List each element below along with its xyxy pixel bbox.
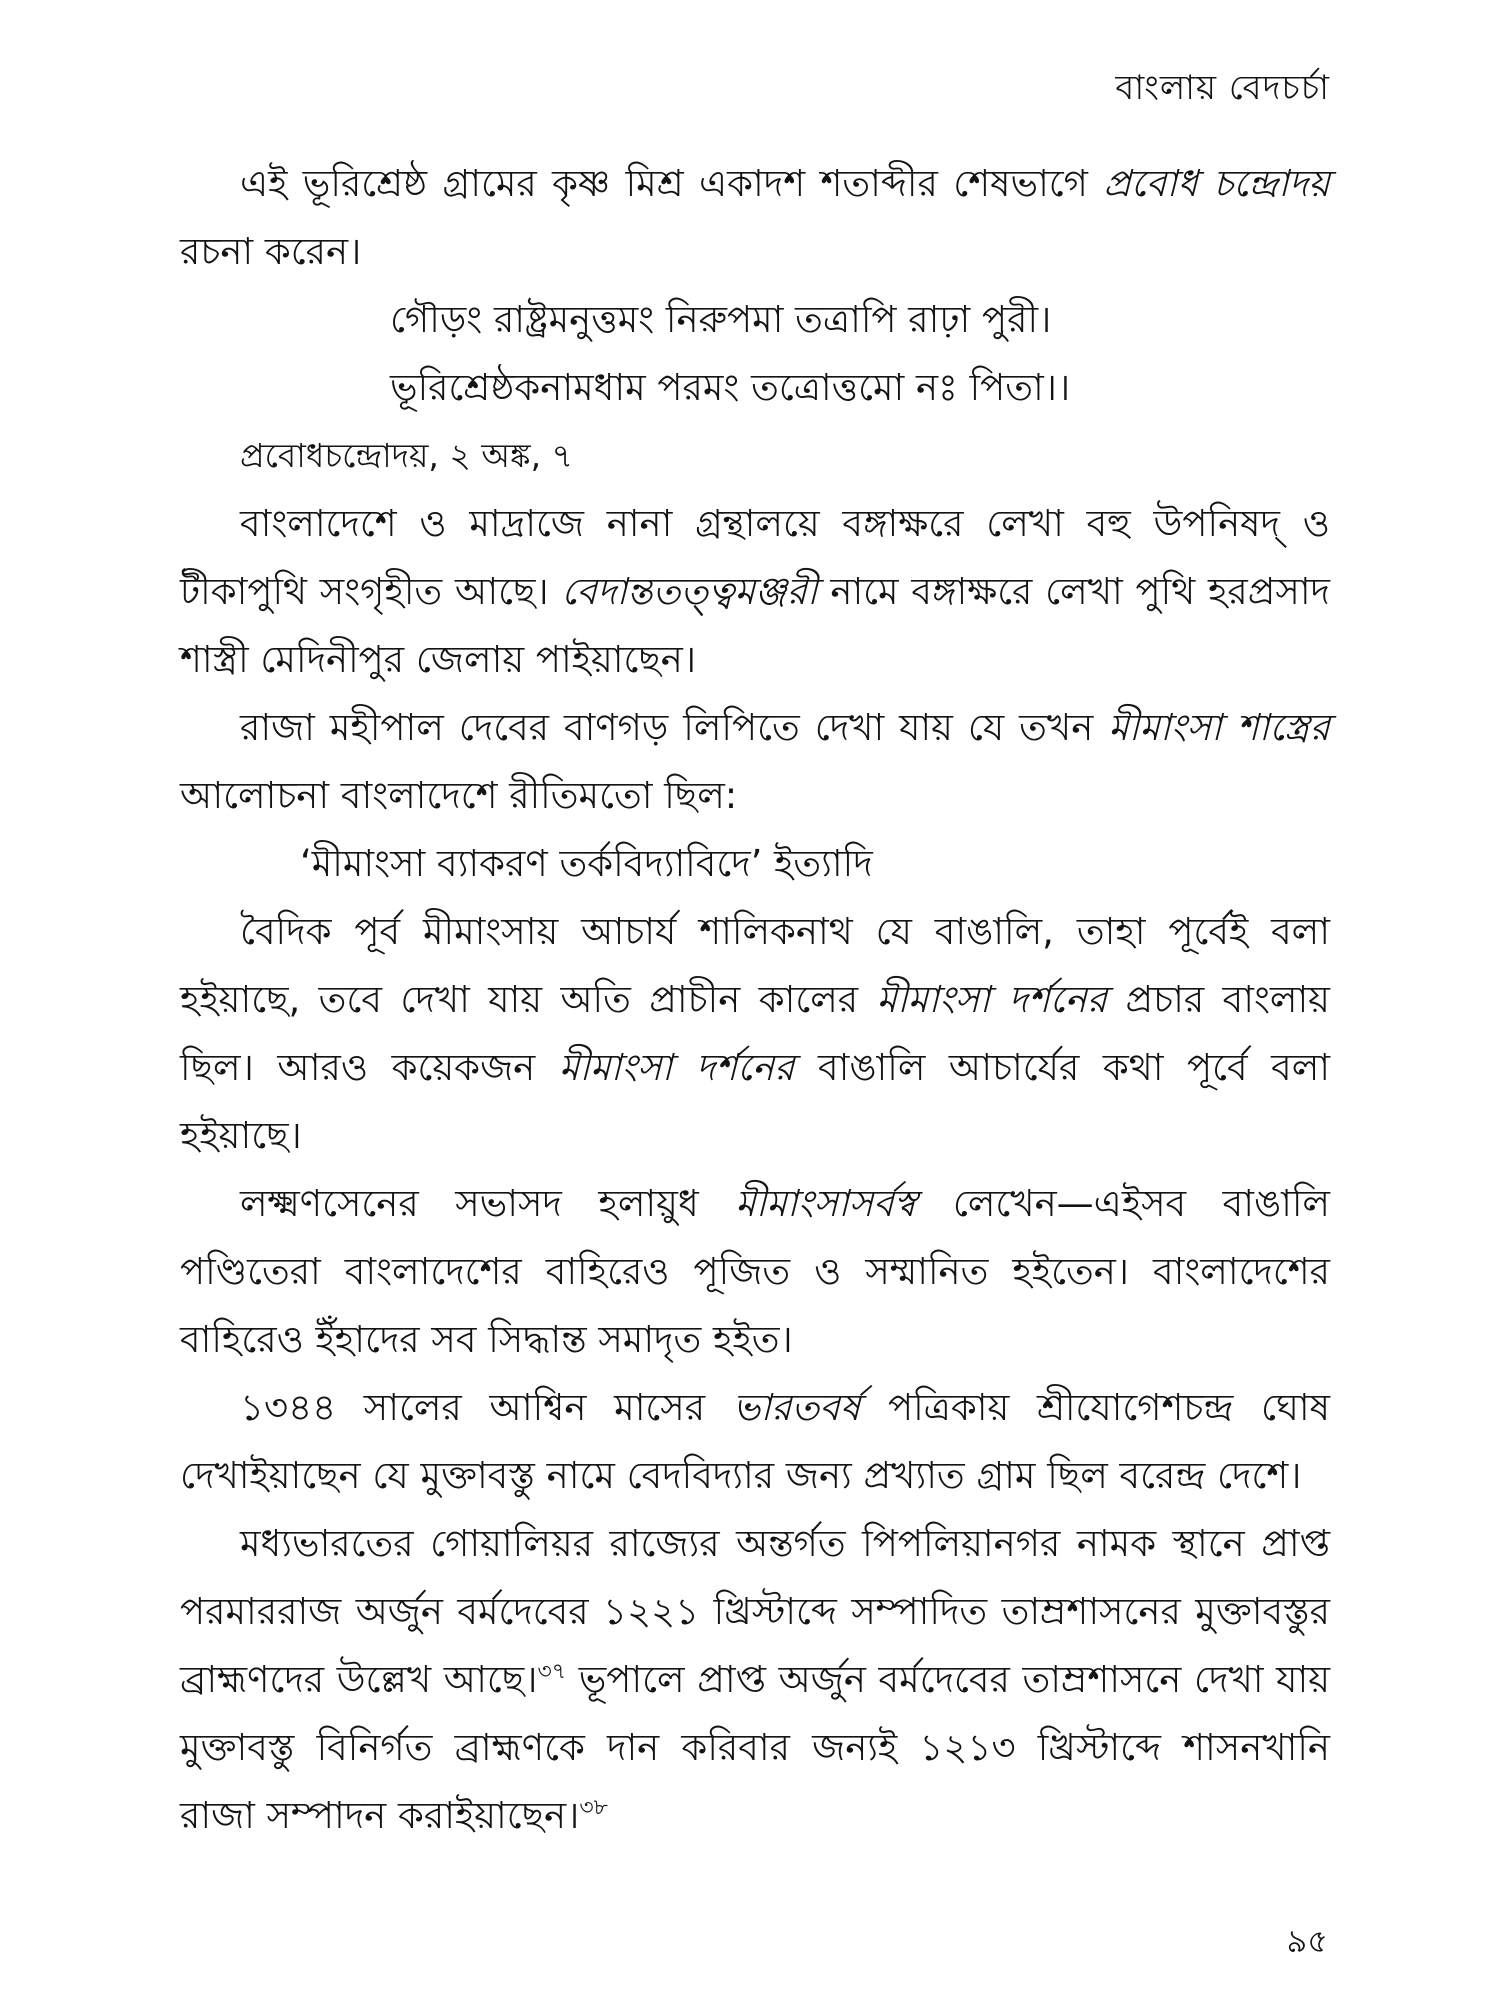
running-head: বাংলায় বেদচর্চা [1115,68,1330,108]
paragraph-4 [180,898,1330,1170]
paragraph-4-text-c: বাঙালি আচার্যের কথা পূর্বে বলা হইয়াছে। [180,1046,1330,1157]
paragraph-1-text-b: রচনা করেন। [180,230,362,273]
footnote-ref-38: ৩৮ [579,1795,608,1821]
paragraph-4-text-a: বৈদিক পূর্ব মীমাংসায় আচার্য শালিকনাথ যে বাঙালি, তাহা পূর্বেই বলা হইয়াছে, তবে দেখা যায় অতি প্রাচীন কালের [180,910,1330,1021]
paragraph-1 [180,150,1330,286]
paragraph-3-title: মীমাংসা শাস্ত্রের [1108,706,1330,749]
paragraph-1-text-a: এই ভূরিশ্রেষ্ঠ গ্রামের কৃষ্ণ মিশ্র একাদশ শতাব্দীর শেষভাগে [240,162,1104,205]
paragraph-6-text-a: ১৩৪৪ সালের আশ্বিন মাসের [240,1386,733,1429]
paragraph-2-text-b: নামে বঙ্গাক্ষরে লেখা পুথি হরপ্রসাদ শাস্ত্রী মেদিনীপুর জেলায় পাইয়াছেন। [180,570,1330,681]
paragraph-4-text-b: প্রচার বাংলায় ছিল। আরও কয়েকজন [180,978,1330,1089]
page-number: ৯৫ [1286,1922,1328,1960]
paragraph-3-text-a: রাজা মহীপাল দেবের বাণগড় লিপিতে দেখা যায় যে তখন [240,706,1109,749]
paragraph-6-title: ভারতবর্ষ [732,1386,861,1429]
verse-source: প্রবোধচন্দ্রোদয়, ২ অঙ্ক, ৭ [240,436,574,475]
footnote-ref-37: ৩৭ [537,1659,567,1685]
paragraph-6-text-b: পত্রিকায় শ্রীযোগেশচন্দ্র ঘোষ দেখাইয়াছেন যে মুক্তাবস্তু নামে বেদবিদ্যার জন্য প্রখ্যাত গ্রাম ছিল বরেন্দ্র দেশে। [180,1386,1330,1497]
paragraph-2 [180,490,1330,694]
verse-line-1: গৌড়ং রাষ্ট্রমনুত্তমং নিরুপমা তত্রাপি রাঢ়া পুরী। [390,298,1052,341]
paragraph-3 [180,694,1330,830]
paragraph-5-title: মীমাংসাসর্বস্ব [735,1182,917,1225]
body-text [180,150,1330,1850]
paragraph-7 [180,1510,1330,1850]
paragraph-2-text-a: বাংলাদেশে ও মাদ্রাজে নানা গ্রন্থালয়ে বঙ্গাক্ষরে লেখা বহু উপনিষদ্ ও টীকাপুথি সংগৃহীত আছে। [180,502,1330,613]
inscription-quote: ‘মীমাংসা ব্যাকরণ তর্কবিদ্যাবিদে’ ইত্যাদি [300,842,873,885]
paragraph-5-text-b: লেখেন—এইসব বাঙালি পণ্ডিতেরা বাংলাদেশের বাহিরেও পূজিত ও সম্মানিত হইতেন। বাংলাদেশের বাহিরেও ইঁহাদের সব সিদ্ধান্ত সমাদৃত হইত। [180,1182,1330,1361]
paragraph-3-text-b: আলোচনা বাংলাদেশে রীতিমতো ছিল: [180,774,738,817]
verse-line-2: ভূরিশ্রেষ্ঠকনামধাম পরমং তত্রোত্তমো নঃ পিতা।। [390,366,1071,409]
paragraph-7-text-b: ভূপালে প্রাপ্ত অর্জুন বর্মদেবের তাম্রশাসনে দেখা যায় মুক্তাবস্তু বিনির্গত ব্রাহ্মণকে দান করিবার জন্যই ১২১৩ খ্রিস্টাব্দে শাসনখানি রাজা সম্পাদন করাইয়াছেন। [180,1658,1330,1837]
paragraph-7-text-a: মধ্যভারতের গোয়ালিয়র রাজ্যের অন্তর্গত পিপলিয়ানগর নামক স্থানে প্রাপ্ত পরমাররাজ অর্জুন বর্মদেবের ১২২১ খ্রিস্টাব্দে সম্পাদিত তাম্রশাসনের মুক্তাবস্তুর ব্রাহ্মণদের উল্লেখ আছে। [180,1522,1330,1701]
paragraph-2-title: বেদান্ততত্ত্বমঞ্জরী [561,570,818,613]
paragraph-1-title: প্রবোধ চন্দ্রোদয় [1103,162,1330,205]
paragraph-5-text-a: লক্ষ্মণসেনের সভাসদ হলায়ুধ [240,1182,736,1225]
paragraph-6 [180,1374,1330,1510]
paragraph-4-title-1: মীমাংসা দর্শনের [876,978,1108,1021]
paragraph-5 [180,1170,1330,1374]
paragraph-4-title-2: মীমাংসা দর্শনের [558,1046,795,1089]
